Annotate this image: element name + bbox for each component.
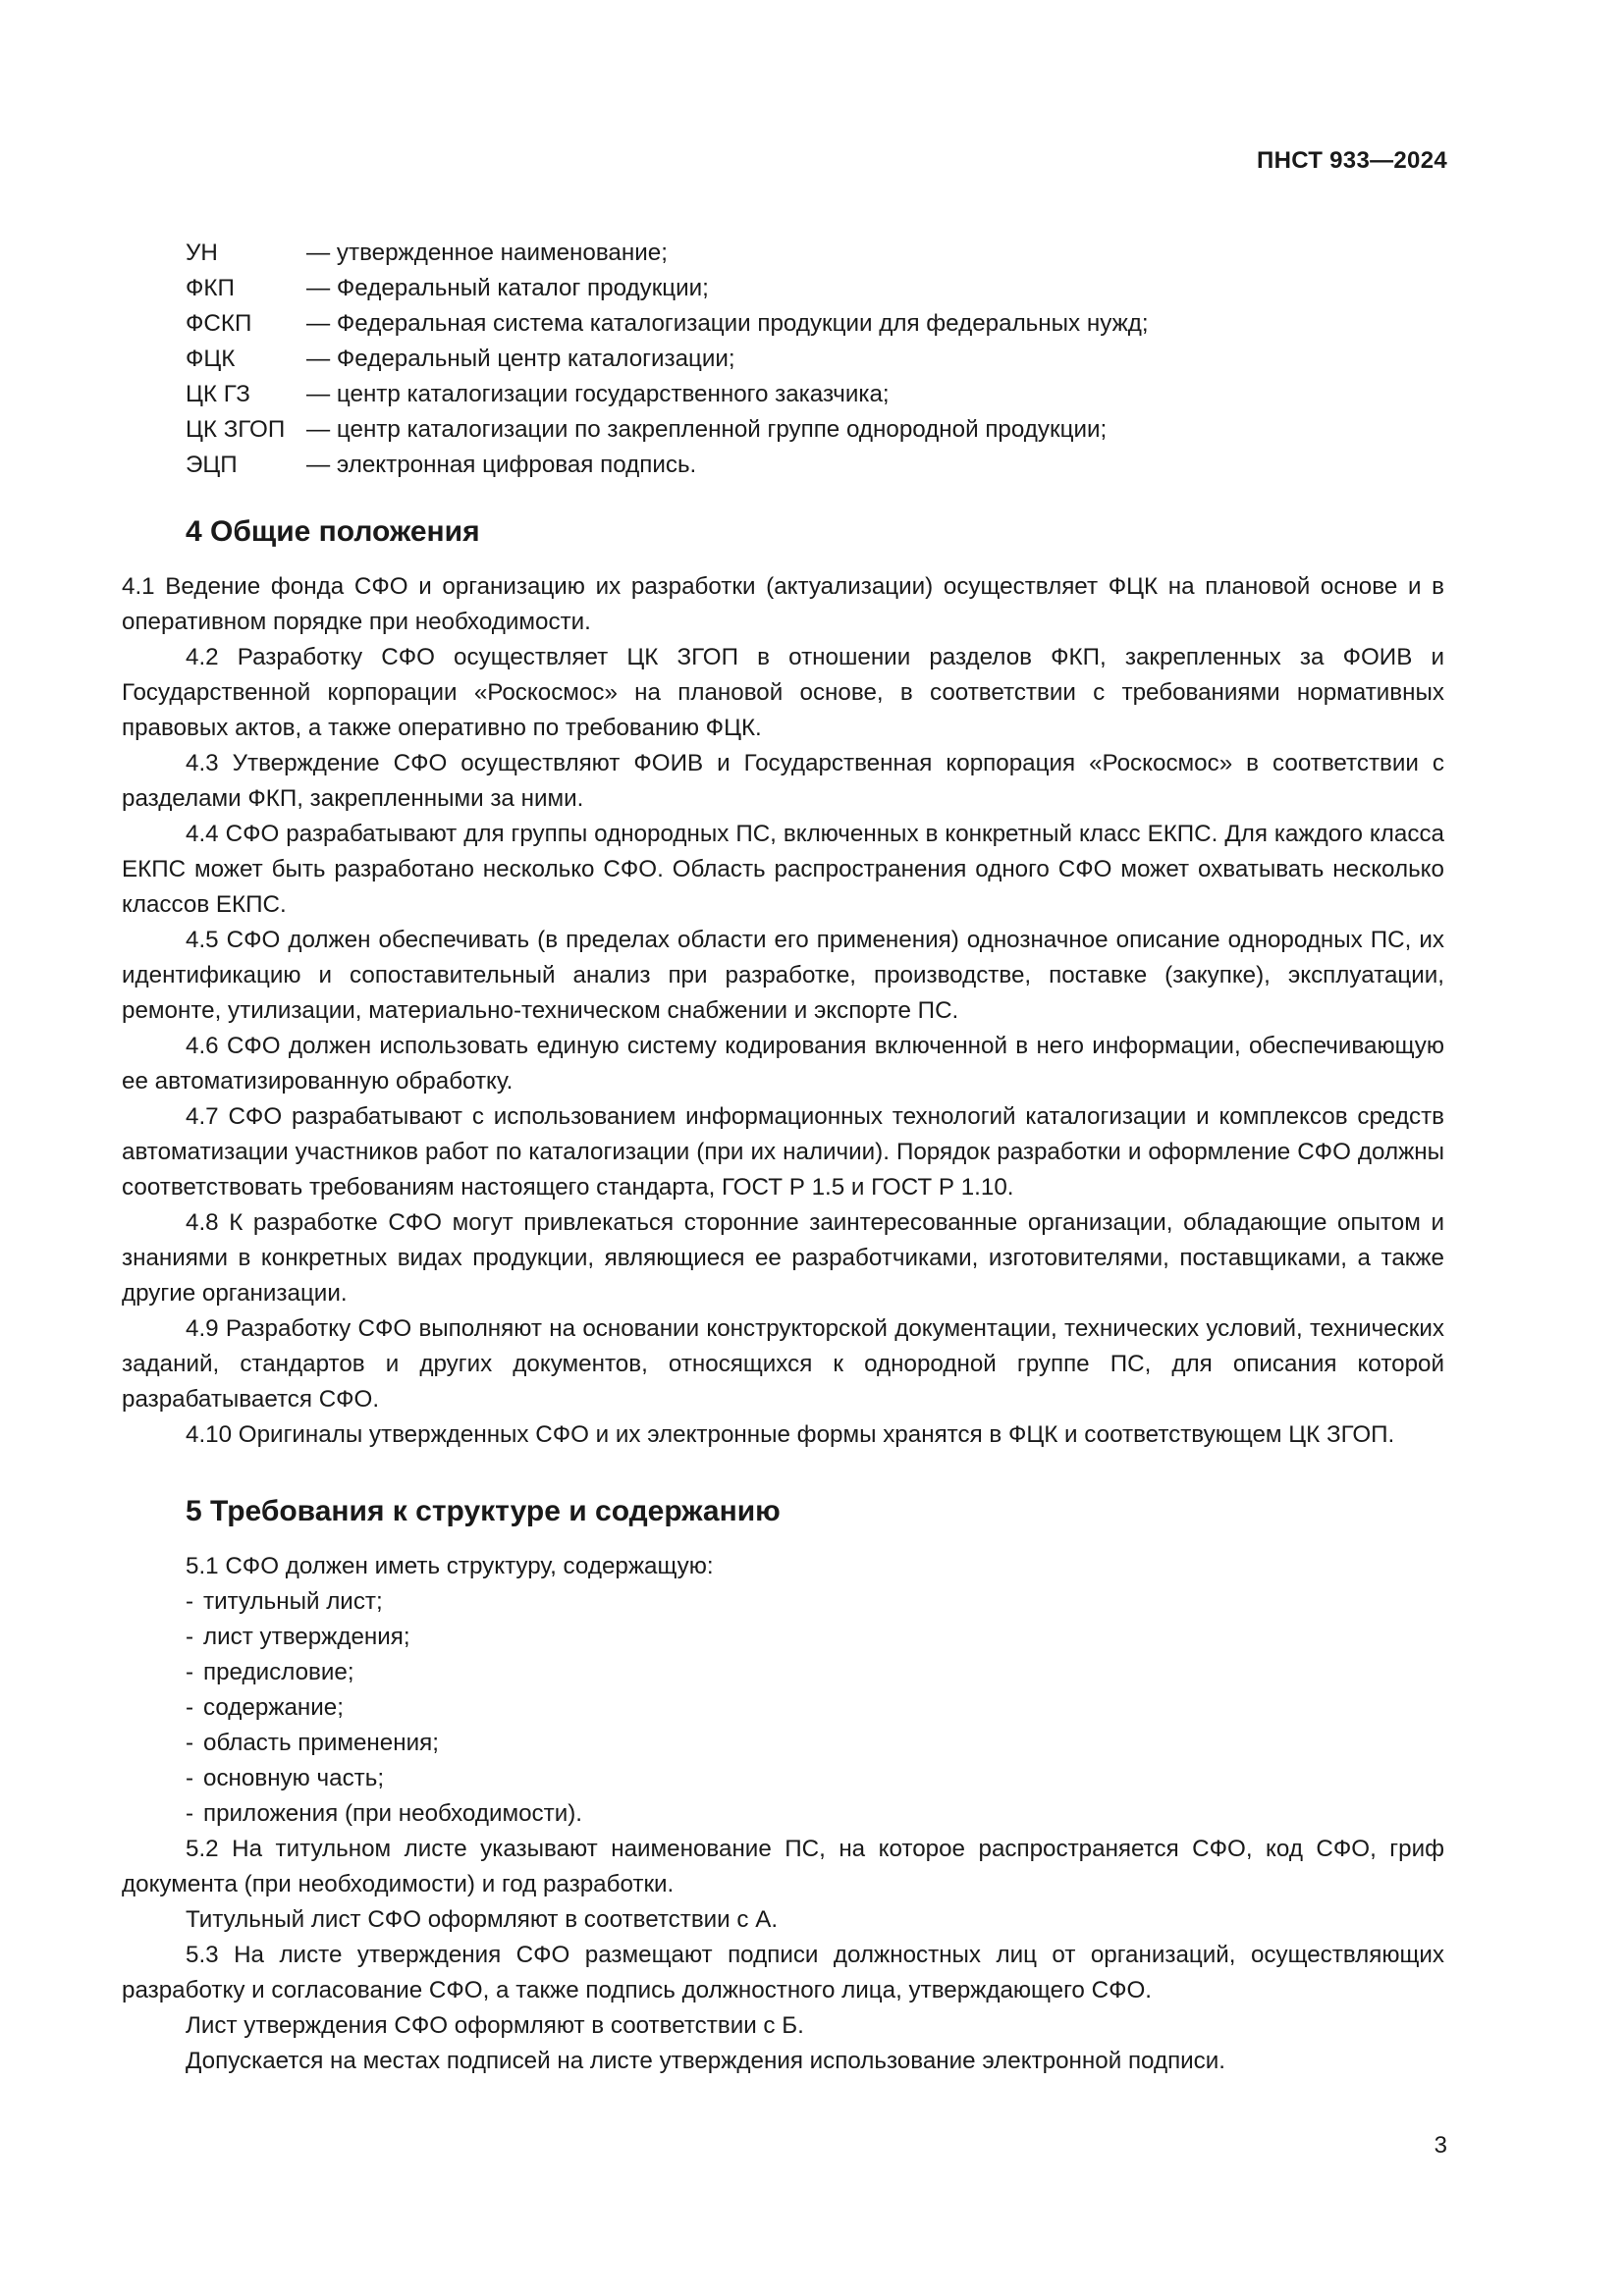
section-4-paragraph bbox=[122, 640, 1444, 746]
section-4-paragraph bbox=[122, 746, 1444, 817]
list-item-text: приложения (при необходимости). bbox=[203, 1800, 582, 1827]
page-number: 3 bbox=[1434, 2132, 1447, 2159]
list-item bbox=[186, 1655, 1444, 1690]
list-item bbox=[186, 1584, 1444, 1620]
abbreviation-key: ЦК ГЗ bbox=[186, 381, 250, 407]
list-item-text: содержание; bbox=[203, 1694, 344, 1721]
abbreviation-row bbox=[186, 342, 1444, 377]
list-item bbox=[186, 1796, 1444, 1832]
list-marker: - bbox=[186, 1800, 194, 1827]
section-4-paragraph bbox=[122, 923, 1444, 1029]
paragraph-text: 4.10 Оригиналы утвержденных СФО и их электронные формы хранятся в ФЦК и соответствующем ЦК ЗГОП. bbox=[186, 1421, 1395, 1448]
list-marker: - bbox=[186, 1588, 194, 1615]
list-item bbox=[186, 1690, 1444, 1726]
list-item bbox=[186, 1620, 1444, 1655]
abbreviation-key: ЦК ЗГОП bbox=[186, 416, 286, 443]
document-code: ПНСТ 933—2024 bbox=[1257, 147, 1447, 174]
section-5-paragraph bbox=[122, 2008, 1444, 2044]
list-item-text: лист утверждения; bbox=[203, 1624, 410, 1650]
abbreviation-key: ФЦК bbox=[186, 346, 236, 372]
abbreviation-key: ЭЦП bbox=[186, 452, 238, 478]
list-item bbox=[186, 1726, 1444, 1761]
list-item-text: область применения; bbox=[203, 1730, 439, 1756]
page-content bbox=[122, 236, 1444, 2079]
paragraph-text: 4.1 Ведение фонда СФО и организацию их разработки (актуализации) осуществляет ФЦК на плановой основе и в оперативном порядке при необходимости. bbox=[122, 573, 1444, 635]
list-marker: - bbox=[186, 1694, 194, 1721]
abbreviation-row bbox=[186, 377, 1444, 412]
section-4-paragraph bbox=[122, 1311, 1444, 1417]
abbreviation-dash: — bbox=[306, 346, 331, 372]
paragraph-text: Лист утверждения СФО оформляют в соответствии с Б. bbox=[186, 2012, 804, 2039]
abbreviation-value: электронная цифровая подпись. bbox=[330, 452, 697, 478]
section-5-heading: 5 Требования к структуре и содержанию bbox=[186, 1495, 781, 1527]
abbreviation-row bbox=[186, 306, 1444, 342]
paragraph-text: 4.3 Утверждение СФО осуществляют ФОИВ и Государственная корпорация «Роскосмос» в соответствии с разделами ФКП, закрепленными за ними. bbox=[122, 750, 1444, 812]
abbreviation-key: УН bbox=[186, 240, 218, 266]
section-4-paragraph bbox=[122, 569, 1444, 640]
paragraph-text: 5.3 На листе утверждения СФО размещают подписи должностных лиц от организаций, осуществляющих разработку и согласование СФО, а также подпись должностного лица, утверждающего СФО. bbox=[122, 1942, 1444, 2003]
paragraph-text: 5.1 СФО должен иметь структуру, содержащую: bbox=[186, 1553, 714, 1579]
section-4-paragraph bbox=[122, 817, 1444, 923]
abbreviation-row bbox=[186, 236, 1444, 271]
paragraph-text: 4.6 СФО должен использовать единую систему кодирования включенной в него информации, обеспечивающую ее автоматизированную обработку. bbox=[122, 1033, 1444, 1095]
section-4-paragraph bbox=[122, 1205, 1444, 1311]
section-4-paragraph bbox=[122, 1029, 1444, 1099]
paragraph-text: 5.2 На титульном листе указывают наименование ПС, на которое распространяется СФО, код СФО, гриф документа (при необходимости) и год разработки. bbox=[122, 1836, 1444, 1897]
section-4-paragraph bbox=[122, 1417, 1444, 1453]
paragraph-text: Допускается на местах подписей на листе утверждения использование электронной подписи. bbox=[186, 2048, 1226, 2074]
abbreviation-list bbox=[186, 236, 1444, 483]
abbreviation-row bbox=[186, 412, 1444, 448]
list-marker: - bbox=[186, 1624, 194, 1650]
list-item bbox=[186, 1761, 1444, 1796]
paragraph-text: 4.7 СФО разрабатывают с использованием информационных технологий каталогизации и комплексов средств автоматизации участников работ по каталогизации (при их наличии). Порядок разработки и оформление СФО должны соответствовать требованиям настоящего стандарта, ГОСТ Р 1.5 и ГОСТ Р 1.10. bbox=[122, 1103, 1444, 1201]
section-5-paragraph bbox=[122, 2044, 1444, 2079]
abbreviation-key: ФСКП bbox=[186, 310, 252, 337]
abbreviation-dash: — bbox=[306, 381, 331, 407]
section-5-paragraph bbox=[122, 1832, 1444, 1902]
abbreviation-value: Федеральный каталог продукции; bbox=[330, 275, 709, 301]
paragraph-text: 4.4 СФО разрабатывают для группы однородных ПС, включенных в конкретный класс ЕКПС. Для каждого класса ЕКПС может быть разработано несколько СФО. Область распространения одного СФО может охватывать несколько классов ЕКПС. bbox=[122, 821, 1444, 918]
list-item-text: основную часть; bbox=[203, 1765, 385, 1791]
section-4-paragraph bbox=[122, 1099, 1444, 1205]
abbreviation-value: центр каталогизации государственного заказчика; bbox=[330, 381, 890, 407]
list-item-text: предисловие; bbox=[203, 1659, 354, 1685]
list-item-text: титульный лист; bbox=[203, 1588, 383, 1615]
section-5-paragraph bbox=[122, 1938, 1444, 2008]
abbreviation-value: утвержденное наименование; bbox=[330, 240, 668, 266]
section-4-heading: 4 Общие положения bbox=[186, 515, 480, 548]
abbreviation-dash: — bbox=[306, 452, 331, 478]
abbreviation-value: Федеральная система каталогизации продукции для федеральных нужд; bbox=[330, 310, 1149, 337]
abbreviation-dash: — bbox=[306, 310, 331, 337]
abbreviation-row bbox=[186, 448, 1444, 483]
paragraph-text: 4.9 Разработку СФО выполняют на основании конструкторской документации, технических условий, технических заданий, стандартов и других документов, относящихся к однородной группе ПС, для описания которой разрабатывается СФО. bbox=[122, 1315, 1444, 1413]
paragraph-text: 4.2 Разработку СФО осуществляет ЦК ЗГОП в отношении разделов ФКП, закрепленных за ФОИВ и Государственной корпорации «Роскосмос» на плановой основе, в соответствии с требованиями нормативных правовых актов, а также оперативно по требованию ФЦК. bbox=[122, 644, 1444, 741]
section-5-intro bbox=[122, 1549, 1444, 1584]
abbreviation-dash: — bbox=[306, 416, 331, 443]
list-marker: - bbox=[186, 1765, 194, 1791]
paragraph-text: Титульный лист СФО оформляют в соответствии с А. bbox=[186, 1906, 779, 1933]
abbreviation-row bbox=[186, 271, 1444, 306]
abbreviation-key: ФКП bbox=[186, 275, 235, 301]
list-marker: - bbox=[186, 1730, 194, 1756]
abbreviation-value: Федеральный центр каталогизации; bbox=[330, 346, 735, 372]
abbreviation-dash: — bbox=[306, 275, 331, 301]
list-marker: - bbox=[186, 1659, 194, 1685]
paragraph-text: 4.8 К разработке СФО могут привлекаться сторонние заинтересованные организации, обладающие опытом и знаниями в конкретных видах продукции, являющиеся ее разработчиками, изготовителями, поставщиками, а также другие организации. bbox=[122, 1209, 1444, 1307]
abbreviation-value: центр каталогизации по закрепленной группе однородной продукции; bbox=[330, 416, 1108, 443]
abbreviation-dash: — bbox=[306, 240, 331, 266]
paragraph-text: 4.5 СФО должен обеспечивать (в пределах области его применения) однозначное описание однородных ПС, их идентификацию и сопоставительный анализ при разработке, производстве, поставке (закупке), эксплуатации, ремонте, утилизации, материально-техническом снабжении и экспорте ПС. bbox=[122, 927, 1444, 1024]
section-5-paragraph bbox=[122, 1902, 1444, 1938]
